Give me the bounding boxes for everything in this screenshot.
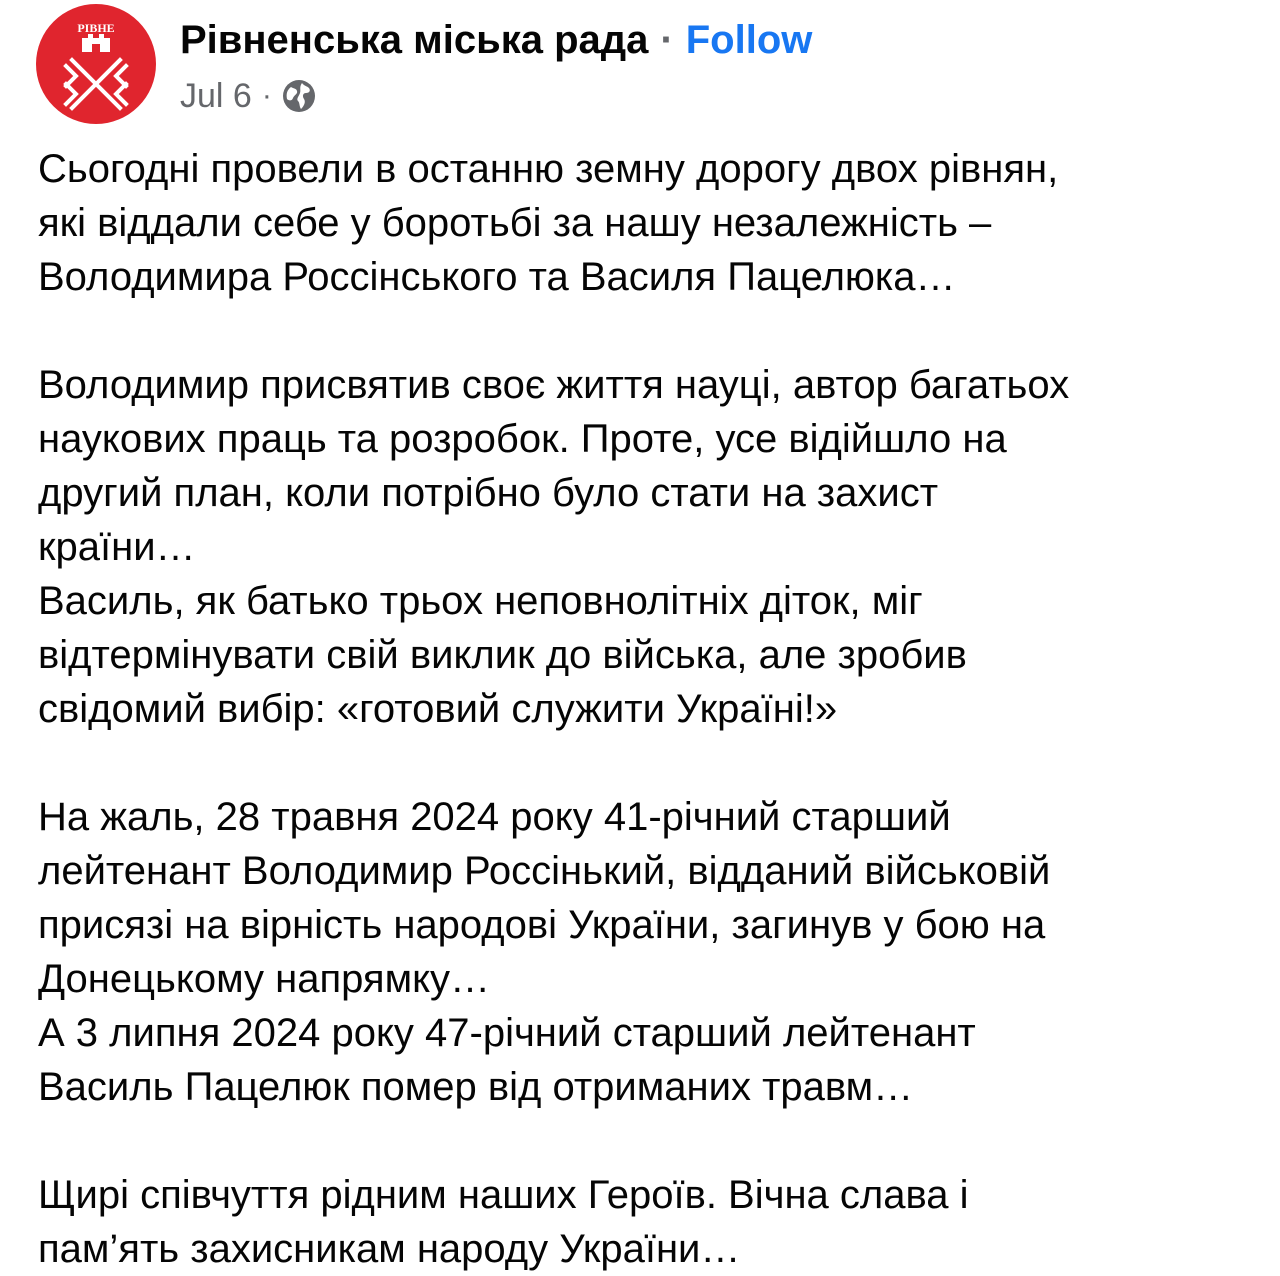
post-line: Володимир присвятив своє життя науці, автор багатьох [38, 363, 1070, 407]
post-line: Сьогодні провели в останню земну дорогу двох рівнян, [38, 147, 1059, 191]
follow-button[interactable]: Follow [685, 18, 813, 62]
post-line: наукових праць та розробок. Проте, усе відійшло на [38, 417, 1007, 461]
author-separator: · [660, 18, 674, 62]
post-line: На жаль, 28 травня 2024 року 41-річний старший [38, 795, 951, 839]
author-name-link[interactable]: Рівненська міська рада [180, 18, 649, 62]
post-line: Володимира Россінського та Василя Пацелюка… [38, 255, 956, 299]
post-blank-line [38, 304, 1258, 358]
post-line: А 3 липня 2024 року 47-річний старший лейтенант [38, 1011, 976, 1055]
post-line: лейтенант Володимир Россінький, відданий військовій [38, 849, 1051, 893]
city-logo-icon [36, 4, 156, 124]
post-line: які віддали себе у боротьбі за нашу незалежність – [38, 201, 992, 245]
avatar[interactable] [36, 4, 156, 124]
post-line: Василь Пацелюк помер від отриманих травм… [38, 1065, 914, 1109]
meta-separator: · [261, 79, 272, 112]
post-body [38, 142, 1258, 1276]
post-line: другий план, коли потрібно було стати на захист [38, 471, 939, 515]
author-row [180, 14, 812, 66]
post-line: Василь, як батько трьох неповнолітніх діток, міг [38, 579, 923, 623]
post-meta [180, 74, 316, 118]
post-line: відтермінувати свій виклик до війська, але зробив [38, 633, 967, 677]
post-line: пам’ять захисникам народу України… [38, 1227, 741, 1271]
post-line: Щирі співчуття рідним наших Героїв. Вічна слава і [38, 1173, 969, 1217]
avatar-text: РІВНЕ [77, 21, 115, 35]
post-line: Донецькому напрямку… [38, 957, 491, 1001]
post-date-link[interactable]: Jul 6 [180, 76, 252, 115]
post-header [0, 0, 1280, 130]
post-blank-line [38, 736, 1258, 790]
post-line: присязі на вірність народові України, загинув у бою на [38, 903, 1046, 947]
post-line: країни… [38, 525, 196, 569]
post-line: свідомий вибір: «готовий служити Україні!» [38, 687, 838, 731]
post-blank-line [38, 1114, 1258, 1168]
globe-icon[interactable] [282, 79, 316, 113]
